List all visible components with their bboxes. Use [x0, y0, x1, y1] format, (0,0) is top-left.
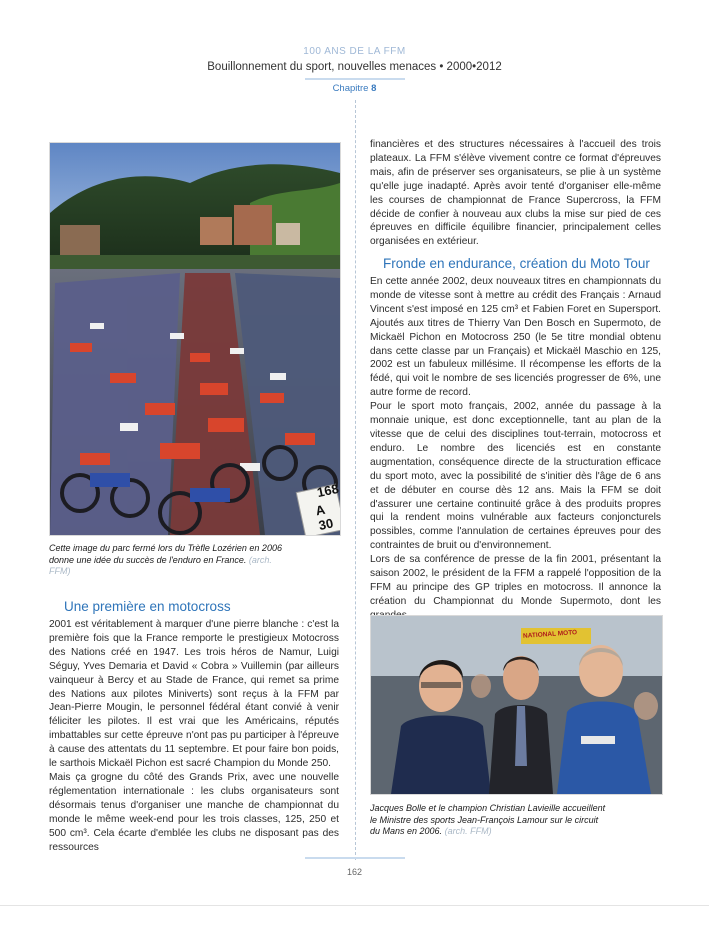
- right-section-heading: Fronde en endurance, création du Moto Tour: [383, 256, 650, 271]
- page-edge-rule: [0, 905, 709, 906]
- right-photo-caption: [370, 803, 610, 838]
- footer-rule: [305, 857, 405, 859]
- chapter-subtitle: Bouillonnement du sport, nouvelles menaces • 2000•2012: [207, 61, 502, 73]
- right-intro-paragraph: financières et des structures nécessaires à l'accueil des trois plateaux. La FFM s'élève vivement contre ce format d'épreuves mais, afin de préserver ses organisateurs, se plie à un système qu'elle juge inadapté. Après avoir tenté d'organiser elle-même les courses de championnat de France Supercross, la FFM décide de confier à nouveau aux clubs la mise sur pied de ces épreuves en difficile équilibre financier, principalement celles organisées en extérieur.: [370, 139, 661, 248]
- left-caption-source: (arch. FFM): [49, 554, 272, 576]
- right-paragraph-2: Pour le sport moto français, 2002, année du passage à la monnaie unique, est donc exceptionnelle, tant au plan de la vitesse que de celui des disciplines tout-terrain, motocross et enduro. Le nombre des licenciés est en constante augmentation, conséquence directe de la structuration efficace du sport moto, avec la possibilité de s'initier dès l'âge de 6 ans et de débuter en course dès 12 ans. Mais la FFM se doit d'assurer une certaine continuité grâce à des produits propres qui la rendent moins vulnérable aux facteurs conjoncturels possibles, comme l'annulation de certaines épreuves pour des contraintes de bruit ou d'environnement.: [370, 401, 661, 552]
- right-body-text: [370, 275, 661, 623]
- right-paragraph-1: En cette année 2002, deux nouveaux titres en championnats du monde de vitesse sont à mettre au crédit des Français : Arnaud Vincent s'est imposé en 125 cm³ et Fabien Foret en Supersport. Ajoutés aux titres de Thierry Van Den Bosch en Supermoto, de Mickaël Pichon en Motocross 250 (le 5e titre mondial obtenu dans cette classe par un Français) et Mickaël Maschio en 125, 2002 est un fabuleux millésime. Il récompense les efforts de la fédé, qui voit le nombre de ses licenciés progresser de 6%, une autre forme de record.: [370, 276, 661, 399]
- chapter-label: [0, 83, 709, 94]
- photo-sign-text: NATIONAL MOTO: [522, 629, 578, 640]
- right-intro-text: [370, 138, 661, 249]
- motorcycle-parc-illustration: [50, 143, 340, 535]
- header-rule: [305, 78, 405, 80]
- chapter-label-text: Chapitre: [332, 83, 369, 94]
- book-series-title: 100 ANS DE LA FFM: [303, 46, 406, 57]
- left-body-text: [49, 618, 339, 854]
- plate-number-bottom: A 30: [314, 501, 335, 534]
- left-photo-caption: [49, 543, 289, 578]
- right-paragraph-3: Lors de sa conférence de presse de la fin 2001, présentant la saison 2002, le président de la FFM a rappelé l'opposition de la FFM au principe des GP triples en motocross. Il annonce la création du Championnat du Monde Supermoto, dont les: [370, 554, 661, 607]
- left-section-heading: Une première en motocross: [64, 599, 231, 614]
- right-caption-text: Jacques Bolle et le champion Christian Lavieille accueillent le Ministre des sports Jean-François Lamour sur le circuit du Mans en 2006.: [370, 803, 606, 836]
- left-paragraph-1: 2001 est véritablement à marquer d'une pierre blanche : c'est la première fois que la France remporte le prestigieux Motocross des Nations créé en 1947. Les trois héros de Namur, Luigi Séguy, Yves Demaria et David « Cobra » Vuillemin (par ailleurs vainqueur à Bercy et au Stade de France, qui remet sa prime des Nations aux pilotes Miniverts) sont reçus à la FFM par Jean-Pierre Mougin, le personnel fédéral étant convié à venir féliciter les pilotes. Il est vrai que les Américains, réputés imbattables sur cette épreuve n'ont pas pu participer à l'épreuve à cause des attentats du 11 septembre. Et pour faire bon poids, le sarthois Mickaël Pichon est sacré Champion du Monde 250.: [49, 619, 339, 770]
- people-photo: [370, 615, 663, 795]
- left-caption-text: Cette image du parc fermé lors du Trèfle Lozérien en 2006 donne une idée du succès de l'enduro en France.: [49, 543, 282, 565]
- plate-number-top: 168: [315, 480, 341, 501]
- people-illustration: [371, 616, 662, 794]
- right-caption-source: (arch. FFM): [444, 826, 492, 836]
- page-number: 162: [346, 867, 363, 877]
- chapter-number: 8: [371, 83, 377, 94]
- motorcycle-parc-photo: [49, 142, 341, 536]
- left-paragraph-2: Mais ça grogne du côté des Grands Prix, avec une nouvelle réglementation internationale : les clubs organisateurs sont désormais tenus d'organiser une manche de championnat du monde le même week-end pour les trois classes, 125, 250 et 500 cm³. Cela écarte d'emblée les clubs ne disposant pas des ressources: [49, 771, 339, 853]
- column-divider: [355, 100, 356, 860]
